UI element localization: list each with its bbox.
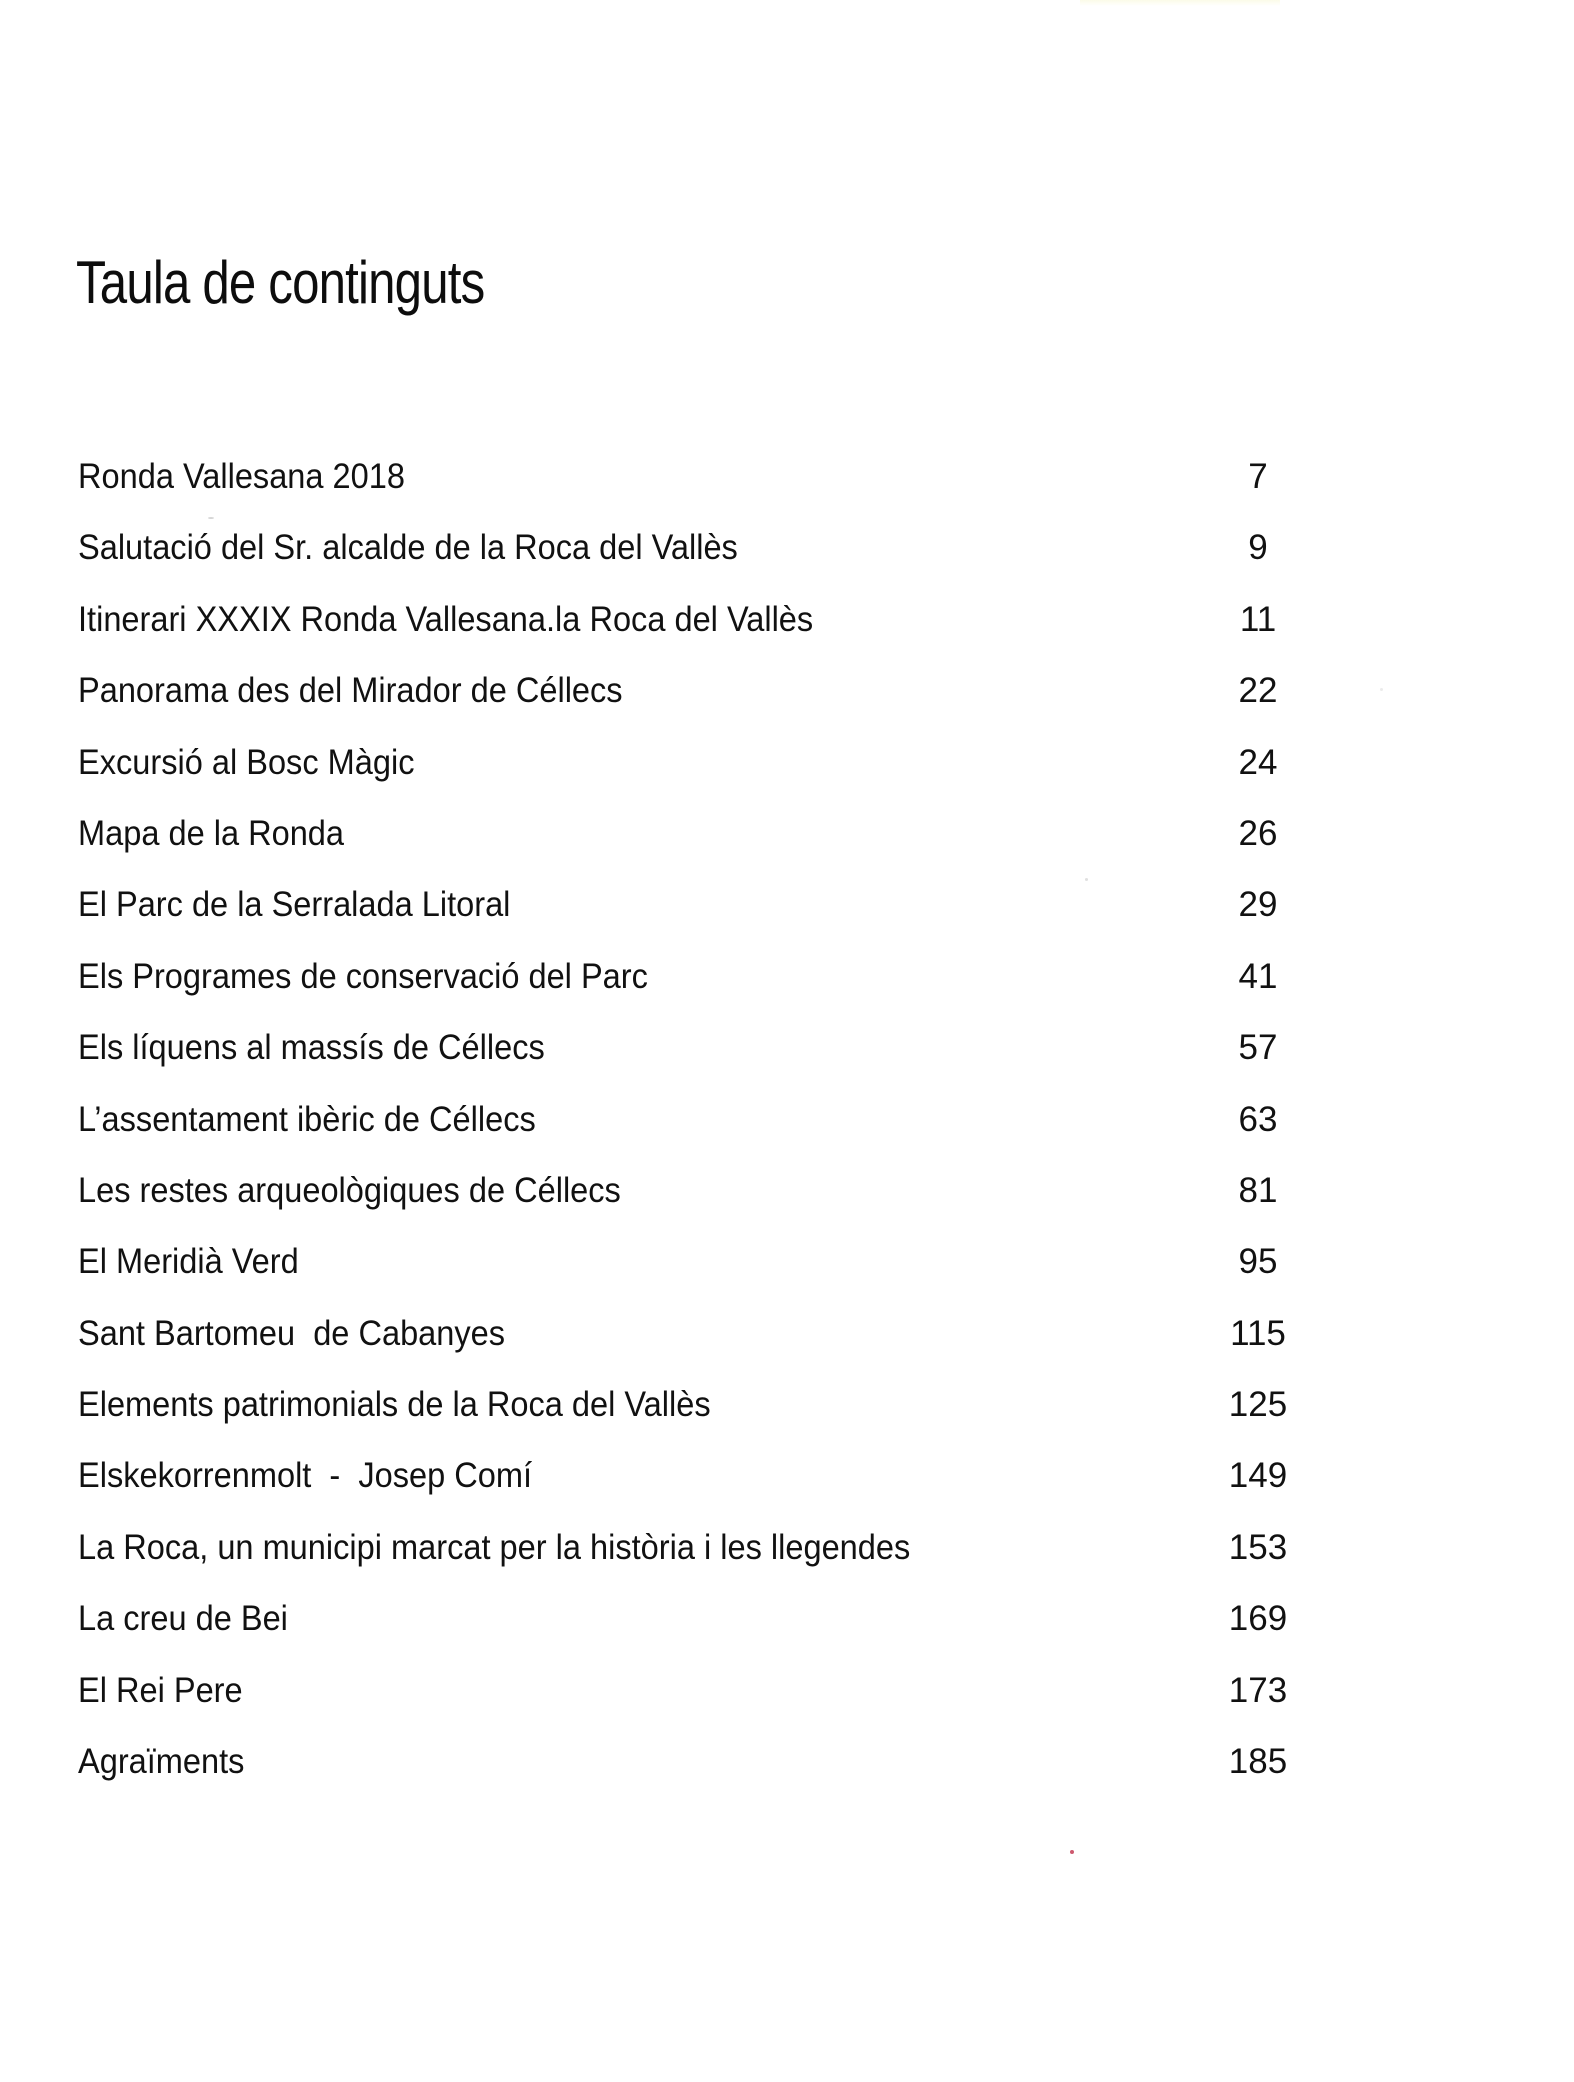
page-title: Taula de continguts — [76, 249, 485, 316]
toc-entry[interactable] — [78, 1166, 1308, 1237]
toc-entry[interactable] — [78, 1451, 1308, 1522]
toc-entry-page-number: 57 — [1238, 1028, 1278, 1068]
toc-entry-title: La Roca, un municipi marcat per la història i les llegendes — [78, 1527, 911, 1567]
toc-entry-title: El Parc de la Serralada Litoral — [78, 885, 511, 925]
toc-entry-page-number: 153 — [1228, 1527, 1288, 1567]
toc-entry-page-number: 95 — [1238, 1242, 1278, 1282]
scan-speck — [1070, 1850, 1074, 1854]
toc-entry[interactable] — [78, 1523, 1308, 1594]
toc-entry-title: Ronda Vallesana 2018 — [78, 457, 405, 496]
toc-entry-title: La creu de Bei — [78, 1599, 288, 1639]
toc-entry-title: Itinerari XXXIX Ronda Vallesana.la Roca del Vallès — [78, 599, 814, 639]
toc-entry-title: El Rei Pere — [78, 1670, 243, 1710]
toc-entry-page-number: 9 — [1248, 528, 1268, 568]
toc-entry[interactable] — [78, 738, 1308, 809]
toc-entry[interactable] — [78, 1095, 1308, 1166]
toc-entry[interactable] — [78, 523, 1308, 594]
toc-entry-page-number: 169 — [1228, 1599, 1288, 1639]
toc-entry-title: Elements patrimonials de la Roca del Vallès — [78, 1385, 711, 1425]
toc-entry[interactable] — [78, 1023, 1308, 1094]
toc-entry-page-number: 24 — [1238, 742, 1278, 782]
table-of-contents — [78, 452, 1308, 1808]
toc-entry-page-number: 22 — [1238, 671, 1278, 711]
toc-entry-page-number: 63 — [1238, 1099, 1278, 1139]
toc-entry-page-number: 81 — [1238, 1170, 1278, 1210]
toc-entry[interactable] — [78, 666, 1308, 737]
toc-entry[interactable] — [78, 809, 1308, 880]
toc-entry-page-number: 185 — [1228, 1742, 1288, 1782]
toc-entry[interactable] — [78, 1737, 1308, 1808]
toc-entry-title: Agraïments — [78, 1742, 245, 1782]
toc-entry[interactable] — [78, 880, 1308, 951]
scan-edge-tint — [1080, 0, 1280, 6]
toc-entry-page-number: 11 — [1239, 599, 1277, 639]
toc-entry-page-number: 26 — [1238, 813, 1278, 853]
toc-entry-title: Elskekorrenmolt - Josep Comí — [78, 1456, 533, 1496]
toc-entry-title: Les restes arqueològiques de Céllecs — [78, 1170, 621, 1210]
scan-speck — [1085, 878, 1088, 881]
toc-entry-page-number: 149 — [1228, 1456, 1288, 1496]
toc-entry[interactable] — [78, 452, 1308, 523]
toc-entry-title: Els líquens al massís de Céllecs — [78, 1028, 545, 1068]
toc-entry-title: Panorama des del Mirador de Céllecs — [78, 671, 623, 711]
toc-entry[interactable] — [78, 1309, 1308, 1380]
toc-entry-title: Els Programes de conservació del Parc — [78, 956, 648, 996]
toc-entry[interactable] — [78, 952, 1308, 1023]
toc-entry[interactable] — [78, 1594, 1308, 1665]
scan-speck — [208, 517, 214, 519]
toc-entry-page-number: 41 — [1238, 956, 1278, 996]
toc-entry-page-number: 115 — [1230, 1313, 1286, 1353]
toc-entry[interactable] — [78, 1237, 1308, 1308]
toc-entry-title: Sant Bartomeu de Cabanyes — [78, 1313, 506, 1353]
toc-entry-title: El Meridià Verd — [78, 1242, 299, 1282]
toc-entry-page-number: 173 — [1228, 1670, 1288, 1710]
toc-entry-page-number: 125 — [1228, 1385, 1288, 1425]
toc-entry-title: Excursió al Bosc Màgic — [78, 742, 415, 782]
toc-entry[interactable] — [78, 1666, 1308, 1737]
toc-entry[interactable] — [78, 1380, 1308, 1451]
toc-entry-page-number: 7 — [1248, 457, 1268, 496]
toc-entry-title: L’assentament ibèric de Céllecs — [78, 1099, 536, 1139]
toc-entry-title: Salutació del Sr. alcalde de la Roca del Vallès — [78, 528, 738, 568]
toc-entry[interactable] — [78, 595, 1308, 666]
toc-entry-title: Mapa de la Ronda — [78, 813, 345, 853]
scan-speck — [1380, 688, 1383, 691]
toc-entry-page-number: 29 — [1238, 885, 1278, 925]
